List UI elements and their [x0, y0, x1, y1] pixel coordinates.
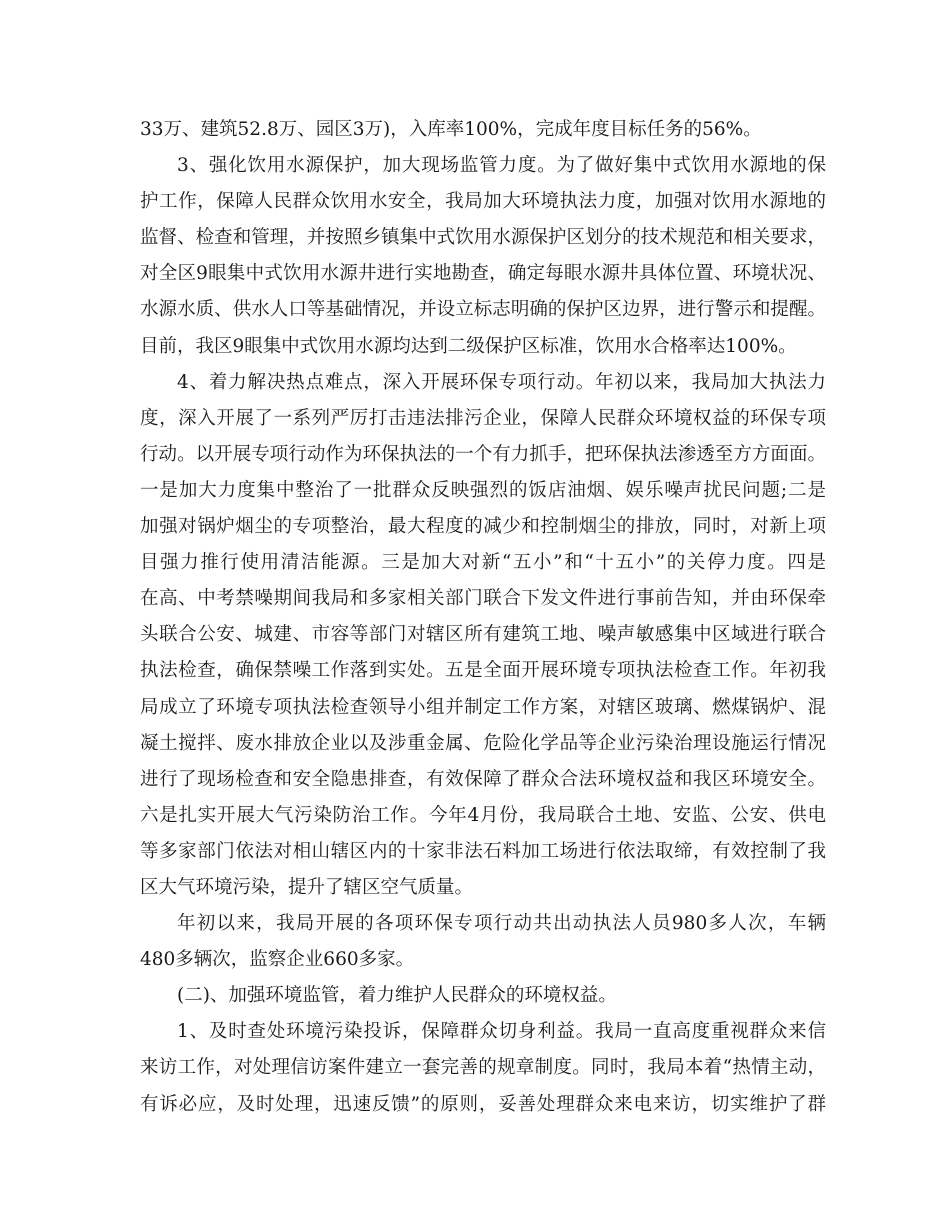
section-heading: (二)、加强环境监管，着力维护人民群众的环境权益。 — [177, 985, 617, 1007]
text-line: 480多辆次，监察企业660多家。 — [140, 949, 415, 971]
text-line: 凝土搅拌、废水排放企业以及涉重金属、危险化学品等企业污染治理设施运行情况 — [140, 732, 826, 754]
text-line: 护工作，保障人民群众饮用水安全，我局加大环境执法力度，加强对饮用水源地的 — [140, 191, 826, 213]
text-line: 来访工作，对处理信访案件建立一套完善的规章制度。同时，我局本着“热情主动， — [140, 1057, 826, 1079]
text-line: 33万、建筑52.8万、园区3万)，入库率100%，完成年度目标任务的56%。 — [140, 119, 762, 140]
text-line: 3、强化饮用水源保护，加大现场监管力度。为了做好集中式饮用水源地的保 — [177, 155, 826, 177]
text-line: 头联合公安、城建、市容等部门对辖区所有建筑工地、噪声敏感集中区域进行联合 — [140, 624, 826, 646]
text-line: 六是扎实开展大气污染防治工作。今年4月份，我局联合土地、安监、公安、供电 — [140, 804, 826, 826]
text-line: 局成立了环境专项执法检查领导小组并制定工作方案，对辖区玻璃、燃煤锅炉、混 — [140, 696, 826, 718]
text-line: 执法检查，确保禁噪工作落到实处。五是全面开展环境专项执法检查工作。年初我 — [140, 660, 826, 682]
text-line: 监督、检查和管理，并按照乡镇集中式饮用水源保护区划分的技术规范和相关要求， — [140, 227, 826, 249]
text-line: 对全区9眼集中式饮用水源井进行实地勘查，确定每眼水源井具体位置、环境状况、 — [140, 263, 826, 285]
text-line: 4、着力解决热点难点，深入开展环保专项行动。年初以来，我局加大执法力 — [177, 371, 826, 393]
text-line: 在高、中考禁噪期间我局和多家相关部门联合下发文件进行事前告知，并由环保牵 — [140, 588, 826, 610]
text-line: 有诉必应，及时处理，迅速反馈”的原则，妥善处理群众来电来访，切实维护了群 — [140, 1093, 826, 1115]
text-line: 一是加大力度集中整治了一批群众反映强烈的饭店油烟、娱乐噪声扰民问题;二是 — [140, 479, 826, 501]
text-line: 1、及时查处环境污染投诉，保障群众切身利益。我局一直高度重视群众来信 — [177, 1021, 826, 1043]
text-line: 等多家部门依法对相山辖区内的十家非法石料加工场进行依法取缔，有效控制了我 — [140, 840, 826, 862]
text-line: 水源水质、供水人口等基础情况，并设立标志明确的保护区边界，进行警示和提醒。 — [140, 299, 826, 321]
text-line: 目前，我区9眼集中式饮用水源均达到二级保护区标准，饮用水合格率达100%。 — [140, 335, 797, 357]
text-line: 行动。以开展专项行动作为环保执法的一个有力抓手，把环保执法渗透至方方面面。 — [140, 443, 826, 465]
text-line: 区大气环境污染，提升了辖区空气质量。 — [140, 876, 474, 898]
text-line: 加强对锅炉烟尘的专项整治，最大程度的减少和控制烟尘的排放，同时，对新上项 — [140, 516, 826, 538]
text-line: 度，深入开展了一系列严厉打击违法排污企业，保障人民群众环境权益的环保专项 — [140, 407, 826, 429]
text-line: 进行了现场检查和安全隐患排查，有效保障了群众合法环境权益和我区环境安全。 — [140, 768, 826, 790]
document-body — [140, 112, 826, 1123]
text-line: 年初以来，我局开展的各项环保专项行动共出动执法人员980多人次，车辆 — [177, 913, 826, 935]
text-line: 目强力推行使用清洁能源。三是加大对新“五小”和“十五小”的关停力度。四是 — [140, 552, 826, 574]
